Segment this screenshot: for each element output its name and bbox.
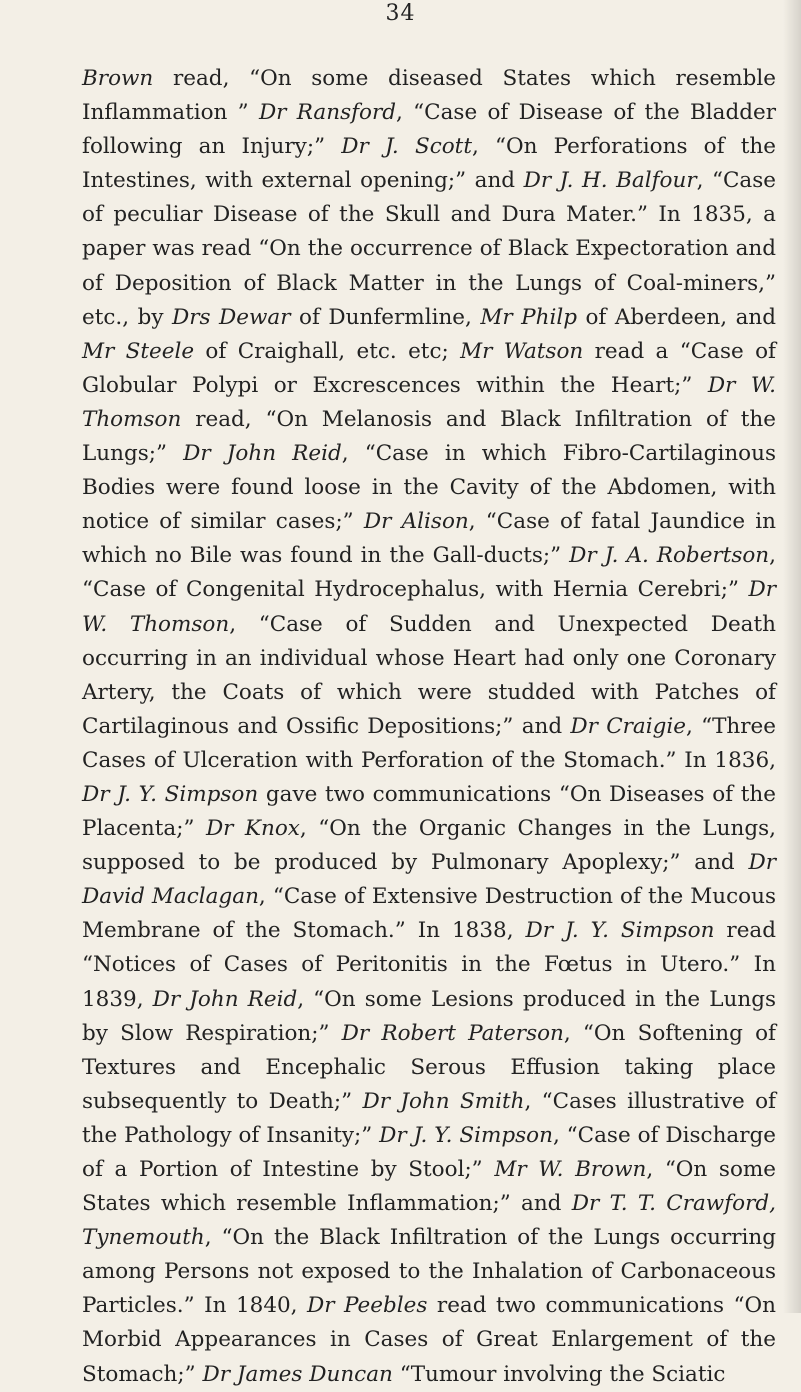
text-run: , “On the Organic Changes in the Lungs, supposed to be produced by Pulmonary Apoplexy;” and bbox=[82, 816, 776, 876]
author-name: Dr Robert Paterson bbox=[341, 1020, 564, 1046]
author-name: Dr John Reid bbox=[152, 986, 298, 1012]
text-run: , “Case of Sudden and Unexpected Death occurring in an individual whose Heart had only one Coronary Artery, the Coats of which were studded with Patches of Cartilaginous and Ossific Depositions;” and bbox=[82, 611, 776, 739]
body-text bbox=[82, 62, 776, 1392]
text-run: , “Case of peculiar Disease of the Skull and Dura Mater.” In 1835, a paper was read “On the occurrence of Black Expectoration and of Deposition of Black Matter in the Lungs of Coal-miners,” etc., by bbox=[82, 168, 776, 330]
author-name: Dr J. Y. Simpson bbox=[379, 1122, 553, 1148]
author-name: Dr T. T. Crawford, Tynemouth bbox=[82, 1191, 776, 1251]
text-run: read “Notices of Cases of Peritonitis in the Fœtus in Utero.” In 1839, bbox=[82, 918, 776, 1012]
text-run: read a “Case of Globular Polypi or Excrescences within the Heart;” bbox=[82, 338, 777, 398]
author-name: Dr J. Scott bbox=[341, 134, 472, 160]
page-edge-shadow bbox=[783, 0, 801, 1313]
text-run: , “Case of Congenital Hydrocephalus, with Hernia Cerebri;” bbox=[82, 543, 777, 603]
text-run: , “Case in which Fibro-Cartilaginous Bodies were found loose in the Cavity of the Abdomen, with notice of similar cases;” bbox=[82, 441, 776, 535]
text-run: , “On Perforations of the Intestines, with external opening;” and bbox=[82, 134, 776, 194]
text-run: , “Case of Extensive Destruction of the Mucous Membrane of the Stomach.” In 1838, bbox=[82, 884, 776, 944]
author-name: Dr John Reid bbox=[183, 441, 342, 467]
text-run: of Aberdeen, and bbox=[576, 304, 777, 330]
author-name: Dr Ransford bbox=[258, 100, 397, 126]
text-run: read two communications “On Morbid Appearances in Cases of Great Enlargement of the Stomach;” bbox=[82, 1293, 776, 1387]
author-name: Dr W. Thomson bbox=[82, 372, 776, 432]
author-name: Dr Alison bbox=[363, 509, 469, 535]
author-name: Mr Steele bbox=[82, 338, 195, 364]
text-run: , “Case of Disease of the Bladder following an Injury;” bbox=[82, 100, 776, 160]
author-name: Dr John Smith bbox=[362, 1088, 525, 1114]
text-run: read, “On Melanosis and Black Infiltration of the Lungs;” bbox=[82, 406, 776, 467]
author-name: Dr W. Thomson bbox=[82, 577, 776, 637]
text-run: , “On Softening of Textures and Encephalic Serous Effusion taking place subsequently to Death;” bbox=[82, 1020, 777, 1114]
text-run: , “Cases illustrative of the Pathology of Insanity;” bbox=[82, 1088, 776, 1148]
author-name: Dr Craigie bbox=[570, 713, 686, 739]
text-run: , “On the Black Infiltration of the Lungs occurring among Persons not exposed to the Inhalation of Carbonaceous Particles.” In 1840, bbox=[82, 1225, 776, 1319]
text-run: of Craighall, etc. etc; bbox=[194, 338, 461, 364]
text-run: , “Case of Discharge of a Portion of Intestine by Stool;” bbox=[82, 1122, 776, 1182]
author-name: Dr J. Y. Simpson bbox=[525, 918, 715, 944]
page-number: 34 bbox=[385, 1, 416, 26]
author-name: Brown bbox=[82, 66, 154, 91]
text-run: read, “On some diseased States which resemble Inflammation ” bbox=[82, 66, 776, 126]
text-run: , “Case of fatal Jaundice in which no Bile was found in the Gall-ducts;” bbox=[82, 509, 776, 569]
author-name: Dr David Maclagan bbox=[82, 850, 776, 910]
author-name: Mr W. Brown bbox=[494, 1157, 647, 1182]
author-name: Dr Knox bbox=[205, 816, 300, 842]
author-name: Dr J. A. Robertson bbox=[569, 543, 770, 569]
text-run: , “On some Lesions produced in the Lungs by Slow Respiration;” bbox=[82, 986, 776, 1046]
paragraph bbox=[82, 62, 776, 1392]
author-name: Drs Dewar bbox=[172, 304, 291, 330]
text-run: of Dunfermline, bbox=[290, 304, 481, 330]
text-run: “Tumour involving the Sciatic bbox=[392, 1361, 726, 1387]
author-name: Mr Philp bbox=[480, 304, 577, 330]
author-name: Mr Watson bbox=[460, 338, 584, 364]
author-name: Dr James Duncan bbox=[202, 1361, 393, 1387]
author-name: Dr Peebles bbox=[307, 1293, 428, 1319]
author-name: Dr J. H. Balfour bbox=[523, 168, 697, 194]
text-run: , “On some States which resemble Inflammation;” and bbox=[82, 1157, 777, 1217]
author-name: Dr J. Y. Simpson bbox=[82, 781, 259, 807]
text-run: gave two communications “On Diseases of the Placenta;” bbox=[82, 781, 776, 842]
text-run: , “Three Cases of Ulceration with Perforation of the Stomach.” In 1836, bbox=[82, 713, 776, 773]
